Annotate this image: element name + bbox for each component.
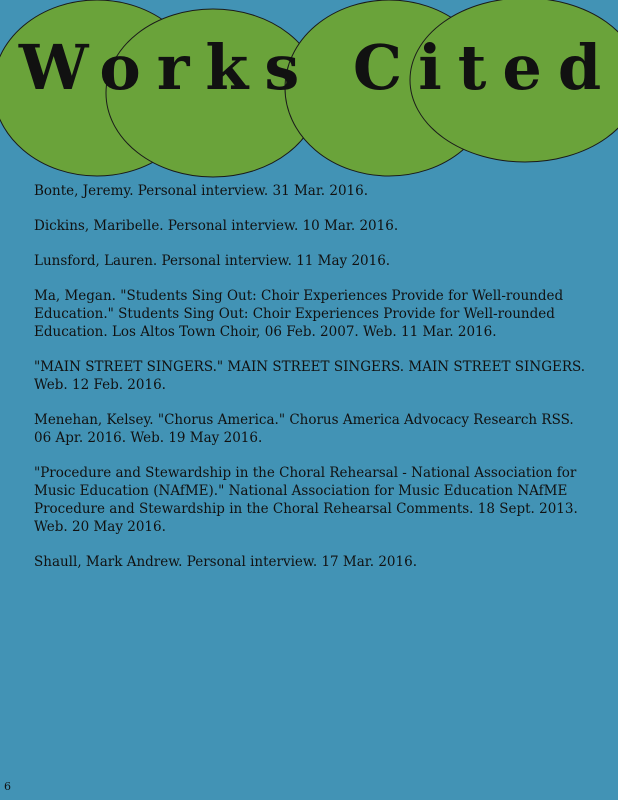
citation-entry: Dickins, Maribelle. Personal interview. 10 Mar. 2016.: [34, 218, 399, 234]
citation-entry: Lunsford, Lauren. Personal interview. 11 May 2016.: [34, 253, 391, 269]
citation-entry: "MAIN STREET SINGERS." MAIN STREET SINGERS. MAIN STREET SINGERS. Web. 12 Feb. 2016.: [34, 359, 586, 393]
citation-entry: Menehan, Kelsey. "Chorus America." Chorus America Advocacy Research RSS. 06 Apr. 2016. Web. 19 May 2016.: [34, 412, 574, 446]
page-number: 6: [4, 780, 11, 793]
citation-entry: Ma, Megan. "Students Sing Out: Choir Experiences Provide for Well-rounded Education." Students Sing Out: Choir Experiences Provide for Well-rounded Education. Los Altos Town Choir, 06 Feb. 2007. Web. 11 Mar. 2016.: [34, 288, 564, 340]
works-cited-list: [34, 182, 586, 588]
page-title: Works Cited: [18, 31, 618, 104]
citation-entry: "Procedure and Stewardship in the Choral Rehearsal - National Association for Music Education (NAfME)." National Association for Music Education NAfME Procedure and Stewardship in the Choral Rehearsal Comments. 18 Sept. 2013. Web. 20 May 2016.: [34, 465, 578, 535]
citation-entry: Shaull, Mark Andrew. Personal interview. 17 Mar. 2016.: [34, 554, 417, 570]
citation-entry: Bonte, Jeremy. Personal interview. 31 Mar. 2016.: [34, 183, 369, 199]
